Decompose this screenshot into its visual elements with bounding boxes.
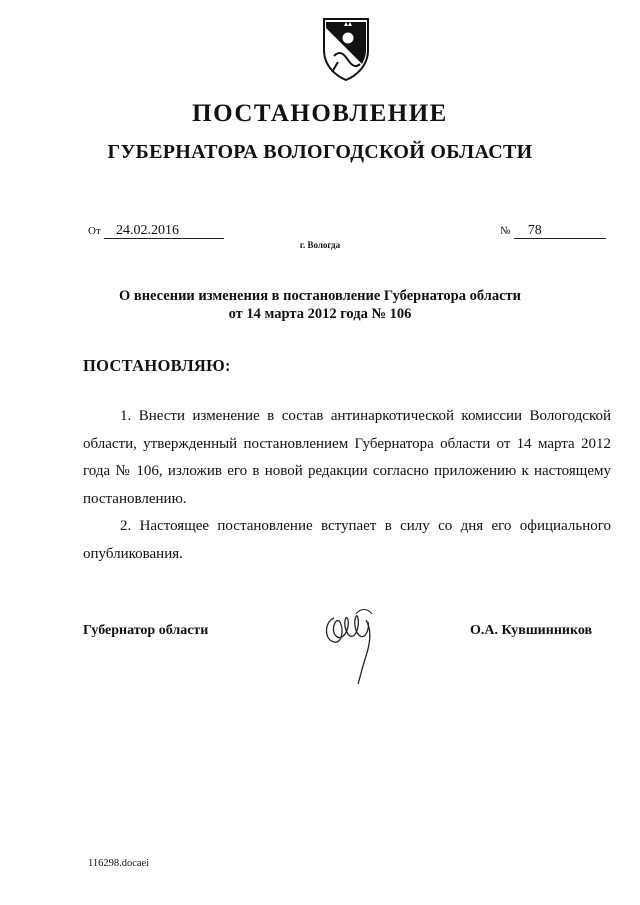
document-file-id: 116298.docaei	[88, 858, 150, 869]
document-subject	[80, 287, 560, 323]
vologda-coat-of-arms-icon	[318, 16, 374, 82]
document-title: ПОСТАНОВЛЕНИЕ	[192, 100, 448, 127]
signer-name: О.А. Кувшинников	[470, 623, 593, 638]
document-subtitle: ГУБЕРНАТОРА ВОЛОГОДСКОЙ ОБЛАСТИ	[107, 141, 533, 163]
number-prefix: №	[500, 225, 511, 237]
handwritten-signature-icon	[320, 600, 384, 686]
date-prefix: От	[88, 225, 101, 237]
document-date	[88, 222, 224, 239]
signer-position: Губернатор области	[83, 623, 209, 638]
decree-heading: ПОСТАНОВЛЯЮ:	[83, 356, 231, 375]
subject-line-2: от 14 марта 2012 года № 106	[228, 306, 412, 322]
paragraph-1: 1. Внести изменение в состав антинаркотической комиссии Вологодской области, утвержденный постановлением Губернатора области от 14 марта 2012 года № 106, изложив его в новой редакции согласно приложению к настоящему постановлению.	[83, 408, 611, 507]
paragraph-2: 2. Настоящее постановление вступает в силу со дня его официального опубликования.	[83, 518, 611, 562]
number-value: 78	[514, 224, 606, 239]
document-number	[500, 222, 606, 239]
subject-line-1: О внесении изменения в постановление Губернатора области	[118, 288, 522, 304]
city-label: г. Вологда	[299, 240, 341, 250]
date-value: 24.02.2016	[104, 224, 224, 239]
